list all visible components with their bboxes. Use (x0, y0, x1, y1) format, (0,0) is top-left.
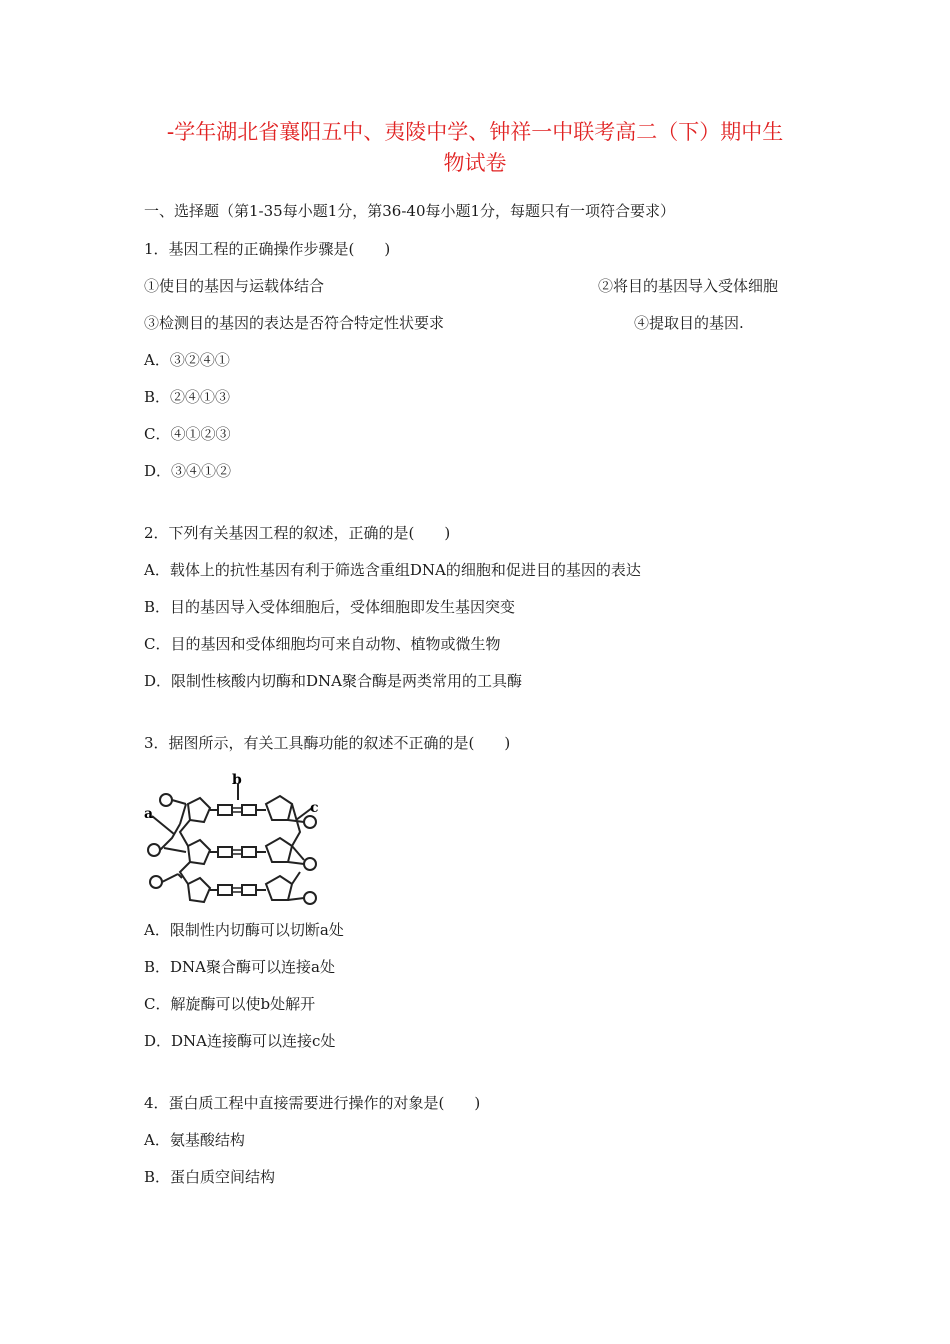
q2-option-c: C．目的基因和受体细胞均可来自动物、植物或微生物 (144, 635, 501, 653)
q3-option-d: D．DNA连接酶可以连接c处 (144, 1032, 336, 1050)
q2-option-d: D．限制性核酸内切酶和DNA聚合酶是两类常用的工具酶 (144, 672, 523, 690)
dna-structure-diagram (144, 772, 334, 912)
phosphate-circle (304, 892, 316, 904)
sugar-pentagon (266, 796, 292, 820)
sugar-pentagon (266, 876, 292, 900)
q1-statement-4: ④提取目的基因. (634, 314, 744, 332)
sugar-pentagon (266, 838, 292, 862)
label-b: b (232, 772, 242, 788)
page-title (120, 117, 830, 179)
base-rect (242, 847, 256, 857)
q2-option-a: A．载体上的抗性基因有利于筛选含重组DNA的细胞和促进目的基因的表达 (144, 561, 641, 579)
q1-option-a: A．③②④① (144, 351, 230, 369)
q4-option-a: A．氨基酸结构 (144, 1131, 245, 1149)
q3-option-b: B．DNA聚合酶可以连接a处 (144, 958, 335, 976)
sugar-pentagon (188, 840, 210, 864)
label-a: a (144, 806, 154, 822)
base-rect (242, 885, 256, 895)
phosphate-circle (304, 816, 316, 828)
q3-stem: 3．据图所示，有关工具酶功能的叙述不正确的是( ) (144, 734, 511, 752)
q3-option-a: A．限制性内切酶可以切断a处 (144, 921, 344, 939)
q4-option-b: B．蛋白质空间结构 (144, 1168, 276, 1186)
base-rect (218, 885, 232, 895)
q3-option-c: C．解旋酶可以使b处解开 (144, 995, 316, 1013)
q1-option-d: D．③④①② (144, 462, 232, 480)
sugar-pentagon (188, 878, 210, 902)
phosphate-circle (160, 794, 172, 806)
section-heading: 一、选择题（第1-35每小题1分，第36-40每小题1分，每题只有一项符合要求） (144, 202, 676, 220)
q1-statement-2: ②将目的基因导入受体细胞 (598, 277, 779, 295)
base-rect (218, 805, 232, 815)
phosphate-circle (148, 844, 160, 856)
phosphate-circle (304, 858, 316, 870)
q1-option-b: B．②④①③ (144, 388, 231, 406)
pointer-a (152, 816, 174, 834)
title-line-1: -学年湖北省襄阳五中、夷陵中学、钟祥一中联考高二（下）期中生 (166, 120, 784, 144)
phosphate-circle (150, 876, 162, 888)
title-line-2: 物试卷 (443, 151, 507, 175)
q4-stem: 4．蛋白质工程中直接需要进行操作的对象是( ) (144, 1094, 481, 1112)
label-c: c (310, 800, 319, 816)
q1-option-c: C．④①②③ (144, 425, 231, 443)
q1-statement-1: ①使目的基因与运载体结合 (144, 277, 325, 295)
q1-stem: 1．基因工程的正确操作步骤是( ) (144, 240, 391, 258)
sugar-pentagon (188, 798, 210, 822)
base-rect (218, 847, 232, 857)
q2-stem: 2．下列有关基因工程的叙述，正确的是( ) (144, 524, 451, 542)
q1-statement-3: ③检测目的基因的表达是否符合特定性状要求 (144, 314, 445, 332)
base-rect (242, 805, 256, 815)
q2-option-b: B．目的基因导入受体细胞后，受体细胞即发生基因突变 (144, 598, 516, 616)
